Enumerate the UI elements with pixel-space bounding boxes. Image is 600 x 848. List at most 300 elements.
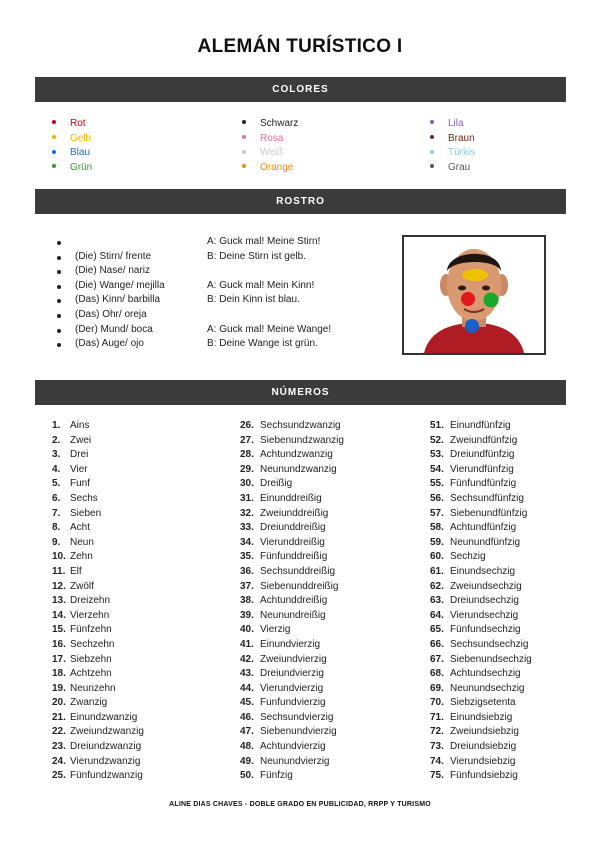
number-item	[430, 755, 532, 770]
color-item	[430, 161, 475, 176]
number-item	[430, 623, 532, 638]
color-label: Rosa	[260, 132, 284, 144]
number-word: Fünfundzwanzig	[70, 770, 143, 782]
number-digit: 25.	[52, 770, 66, 782]
color-item	[430, 117, 475, 132]
number-digit: 69.	[430, 682, 444, 694]
number-word: Sieben	[70, 507, 102, 519]
number-item	[240, 434, 344, 449]
number-item	[52, 448, 144, 463]
page-title: ALEMÁN TURÍSTICO I	[197, 36, 403, 57]
right-cheek-marker	[484, 293, 499, 308]
number-item	[52, 492, 144, 507]
number-item	[52, 521, 144, 536]
number-digit: 52.	[430, 434, 444, 446]
bullet-icon	[242, 120, 246, 124]
number-word: Fünfundsechzig	[450, 624, 521, 636]
number-digit: 31.	[240, 492, 254, 504]
numbers-column-3	[430, 419, 532, 784]
number-item	[430, 477, 532, 492]
numbers-column-2	[240, 419, 344, 784]
number-item	[430, 550, 532, 565]
number-digit: 35.	[240, 551, 254, 563]
number-digit: 38.	[240, 595, 254, 607]
number-word: Neun	[70, 536, 94, 548]
example-phrase: A: Guck mal! Meine Stirn!	[207, 236, 321, 247]
number-word: Neunundfünfzig	[450, 536, 521, 548]
color-label: Schwarz	[260, 118, 299, 129]
list-item	[57, 250, 387, 265]
number-digit: 39.	[240, 609, 254, 621]
chin-marker	[465, 319, 479, 333]
number-item	[240, 565, 344, 580]
number-item	[240, 725, 344, 740]
number-word: Einundzwanzig	[70, 711, 138, 723]
number-word: Neunundsechzig	[450, 682, 525, 694]
color-label: Grau	[448, 161, 471, 173]
number-word: Zweiundvierzig	[260, 653, 327, 665]
number-item	[52, 638, 144, 653]
number-item	[52, 580, 144, 595]
number-item	[430, 492, 532, 507]
number-item	[240, 623, 344, 638]
bullet-icon	[57, 314, 61, 318]
bullet-icon	[57, 285, 61, 289]
number-digit: 27.	[240, 434, 254, 446]
number-digit: 10.	[52, 551, 66, 563]
number-digit: 9.	[52, 536, 61, 548]
number-word: Zweiundzwanzig	[70, 726, 144, 738]
number-word: Funf	[70, 478, 91, 490]
section-header-numeros: NÚMEROS	[35, 380, 566, 405]
number-digit: 50.	[240, 770, 254, 782]
number-word: Fünfunddreißig	[260, 551, 328, 563]
number-word: Zweiundsechzig	[450, 580, 522, 592]
right-eye	[482, 286, 490, 291]
number-digit: 15.	[52, 624, 66, 636]
forehead-marker	[462, 269, 488, 281]
color-item	[242, 117, 298, 132]
number-word: Vierundzwanzig	[70, 755, 141, 767]
bullet-icon	[57, 241, 61, 245]
number-word: Fünfzehn	[70, 624, 112, 636]
number-digit: 47.	[240, 726, 254, 738]
number-word: Ains	[70, 420, 90, 431]
bullet-icon	[57, 256, 61, 260]
color-label: Gelb	[70, 132, 92, 144]
number-word: Einundvierzig	[260, 638, 321, 650]
color-item	[242, 146, 298, 161]
number-item	[240, 609, 344, 624]
number-word: Achtzehn	[70, 668, 112, 680]
list-item	[57, 308, 387, 323]
number-digit: 49.	[240, 755, 254, 767]
number-digit: 43.	[240, 668, 254, 680]
number-word: Dreiundzwanzig	[70, 741, 142, 753]
number-item	[240, 507, 344, 522]
face-part: (Der) Mund/ boca	[75, 323, 153, 335]
list-item	[57, 264, 387, 279]
number-digit: 14.	[52, 609, 66, 621]
example-phrase: B: Dein Kinn ist blau.	[207, 294, 300, 306]
bullet-icon	[52, 150, 56, 154]
number-digit: 41.	[240, 638, 254, 650]
number-item	[52, 507, 144, 522]
color-label: Weiß	[260, 147, 284, 159]
bullet-icon	[242, 164, 246, 168]
numbers-column-1	[52, 419, 144, 784]
number-digit: 68.	[430, 668, 444, 680]
number-item	[430, 609, 532, 624]
number-digit: 28.	[240, 449, 254, 461]
number-item	[430, 711, 532, 726]
number-item	[240, 740, 344, 755]
number-digit: 20.	[52, 697, 66, 709]
number-word: Vierundvierzig	[260, 682, 324, 694]
example-phrase: B: Deine Stirn ist gelb.	[207, 250, 306, 262]
number-word: Dreiundfünfzig	[450, 449, 515, 461]
bullet-icon	[430, 135, 434, 139]
number-digit: 26.	[240, 420, 254, 431]
number-word: Achtundsechzig	[450, 668, 521, 680]
colors-column-3	[430, 117, 475, 175]
colors-list	[52, 117, 552, 177]
number-item	[430, 696, 532, 711]
number-item	[52, 725, 144, 740]
color-label: Lila	[448, 118, 464, 129]
number-word: Vierzig	[260, 624, 291, 636]
number-digit: 30.	[240, 478, 254, 490]
number-word: Achtunddreißig	[260, 595, 328, 607]
number-word: Fünfzig	[260, 770, 293, 782]
number-word: Neunundreißig	[260, 609, 326, 621]
color-label: Orange	[260, 161, 294, 173]
bullet-icon	[57, 270, 61, 274]
bullet-icon	[57, 299, 61, 303]
number-digit: 4.	[52, 463, 61, 475]
number-item	[52, 594, 144, 609]
number-item	[240, 536, 344, 551]
number-digit: 62.	[430, 580, 444, 592]
number-item	[52, 740, 144, 755]
number-item	[52, 769, 144, 784]
number-item	[52, 536, 144, 551]
number-digit: 44.	[240, 682, 254, 694]
number-item	[240, 653, 344, 668]
number-word: Dreißig	[260, 478, 293, 490]
number-word: Sechsundfünfzig	[450, 492, 524, 504]
color-item	[52, 161, 92, 176]
number-word: Vierundsechzig	[450, 609, 519, 621]
number-digit: 63.	[430, 595, 444, 607]
number-word: Neunzehn	[70, 682, 116, 694]
number-item	[240, 580, 344, 595]
number-digit: 57.	[430, 507, 444, 519]
number-digit: 61.	[430, 565, 444, 577]
number-digit: 21.	[52, 711, 66, 723]
number-item	[52, 711, 144, 726]
number-digit: 32.	[240, 507, 254, 519]
number-word: Einundsechzig	[450, 565, 516, 577]
number-item	[240, 521, 344, 536]
face-illustration	[404, 237, 544, 353]
number-item	[240, 696, 344, 711]
number-item	[240, 769, 344, 784]
number-word: Zwanzig	[70, 697, 108, 709]
number-word: Einundfünfzig	[450, 420, 511, 431]
bullet-icon	[242, 150, 246, 154]
number-item	[52, 477, 144, 492]
bullet-icon	[57, 343, 61, 347]
number-word: Einundsiebzig	[450, 711, 513, 723]
number-word: Acht	[70, 522, 91, 534]
number-digit: 18.	[52, 668, 66, 680]
number-word: Vierundsiebzig	[450, 755, 516, 767]
number-digit: 42.	[240, 653, 254, 665]
number-word: Siebenundfünfzig	[450, 507, 528, 519]
number-item	[52, 667, 144, 682]
bullet-icon	[242, 135, 246, 139]
number-word: Vier	[70, 463, 88, 475]
number-item	[430, 434, 532, 449]
bullet-icon	[52, 164, 56, 168]
number-word: Sechsundzwanzig	[260, 420, 341, 431]
list-item	[57, 235, 387, 250]
color-label: Rot	[70, 118, 86, 129]
number-item	[430, 740, 532, 755]
number-item	[52, 550, 144, 565]
number-word: Siebenundzwanzig	[260, 434, 344, 446]
number-word: Einunddreißig	[260, 492, 322, 504]
number-item	[240, 492, 344, 507]
number-word: Elf	[70, 565, 82, 577]
number-word: Fünfundsiebzig	[450, 770, 518, 782]
colors-column-1	[52, 117, 92, 175]
number-item	[240, 419, 344, 434]
bullet-icon	[430, 150, 434, 154]
colors-column-2	[242, 117, 298, 175]
number-item	[430, 448, 532, 463]
number-item	[52, 609, 144, 624]
number-digit: 66.	[430, 638, 444, 650]
number-word: Zweiundsiebzig	[450, 726, 519, 738]
example-phrase: B: Deine Wange ist grün.	[207, 338, 318, 350]
number-digit: 29.	[240, 463, 254, 475]
number-digit: 75.	[430, 770, 444, 782]
bullet-icon	[52, 120, 56, 124]
number-word: Dreiundvierzig	[260, 668, 324, 680]
left-eye	[458, 286, 466, 291]
number-word: Dreiundsiebzig	[450, 741, 517, 753]
number-item	[240, 755, 344, 770]
example-phrase: A: Guck mal! Mein Kinn!	[207, 279, 315, 291]
number-item	[430, 536, 532, 551]
number-word: Funfundvierzig	[260, 697, 326, 709]
face-part: (Das) Ohr/ oreja	[75, 308, 147, 320]
number-word: Achtundvierzig	[260, 741, 326, 753]
color-item	[242, 132, 298, 147]
number-word: Dreizehn	[70, 595, 111, 607]
number-item	[240, 448, 344, 463]
example-phrase: A: Guck mal! Meine Wange!	[207, 323, 332, 335]
number-word: Dreiunddreißig	[260, 522, 326, 534]
number-item	[52, 463, 144, 478]
number-digit: 7.	[52, 507, 61, 519]
number-digit: 36.	[240, 565, 254, 577]
number-item	[430, 682, 532, 697]
number-digit: 40.	[240, 624, 254, 636]
number-digit: 24.	[52, 755, 66, 767]
list-item	[57, 293, 387, 308]
number-word: Zwölf	[70, 580, 94, 592]
face-part: (Die) Nase/ nariz	[75, 265, 151, 277]
list-item	[57, 323, 387, 338]
face-part: (Die) Stirn/ frente	[75, 250, 152, 262]
number-item	[52, 623, 144, 638]
number-digit: 19.	[52, 682, 66, 694]
number-item	[430, 565, 532, 580]
number-item	[240, 682, 344, 697]
number-item	[52, 565, 144, 580]
number-word: Vierundfünfzig	[450, 463, 514, 475]
number-digit: 72.	[430, 726, 444, 738]
number-digit: 56.	[430, 492, 444, 504]
list-item	[57, 337, 387, 352]
number-word: Zehn	[70, 551, 93, 563]
number-item	[52, 682, 144, 697]
number-item	[240, 594, 344, 609]
number-word: Sechzehn	[70, 638, 115, 650]
number-word: Neunundzwanzig	[260, 463, 337, 475]
section-header-rostro: ROSTRO	[35, 189, 566, 214]
number-word: Zweiunddreißig	[260, 507, 329, 519]
number-digit: 2.	[52, 434, 61, 446]
number-word: Sechzig	[450, 551, 486, 563]
face-part: (Das) Kinn/ barbilla	[75, 294, 161, 306]
number-digit: 13.	[52, 595, 66, 607]
color-item	[430, 146, 475, 161]
number-item	[430, 463, 532, 478]
number-digit: 67.	[430, 653, 444, 665]
number-digit: 64.	[430, 609, 444, 621]
number-word: Drei	[70, 449, 89, 461]
number-item	[430, 521, 532, 536]
number-digit: 55.	[430, 478, 444, 490]
number-word: Achtundfünfzig	[450, 522, 517, 534]
color-label: Blau	[70, 147, 91, 159]
number-item	[240, 711, 344, 726]
number-word: Neunundvierzig	[260, 755, 330, 767]
number-word: Sechsundvierzig	[260, 711, 334, 723]
number-digit: 22.	[52, 726, 66, 738]
number-item	[52, 653, 144, 668]
number-digit: 73.	[430, 741, 444, 753]
number-digit: 54.	[430, 463, 444, 475]
number-digit: 34.	[240, 536, 254, 548]
number-item	[430, 594, 532, 609]
number-digit: 8.	[52, 522, 61, 534]
face-part: (Die) Wange/ mejilla	[75, 279, 165, 291]
number-digit: 16.	[52, 638, 66, 650]
number-item	[52, 696, 144, 711]
number-digit: 46.	[240, 711, 254, 723]
color-item	[52, 146, 92, 161]
number-digit: 74.	[430, 755, 444, 767]
number-digit: 65.	[430, 624, 444, 636]
number-digit: 12.	[52, 580, 66, 592]
number-word: Siebzehn	[70, 653, 112, 665]
number-word: Zweiundfünfzig	[450, 434, 518, 446]
bullet-icon	[57, 329, 61, 333]
color-item	[242, 161, 298, 176]
number-word: Siebzigsetenta	[450, 697, 516, 709]
color-label: Türkis	[448, 147, 476, 159]
number-item	[430, 725, 532, 740]
number-digit: 58.	[430, 522, 444, 534]
number-word: Sechsunddreißig	[260, 565, 336, 577]
footer-credit: ALINE DIAS CHAVES - DOBLE GRADO EN PUBLICIDAD, RRPP Y TURISMO	[169, 801, 431, 808]
number-digit: 3.	[52, 449, 61, 461]
number-item	[240, 667, 344, 682]
number-item	[430, 667, 532, 682]
number-item	[430, 653, 532, 668]
number-item	[52, 419, 144, 434]
list-item	[57, 279, 387, 294]
section-header-colores: COLORES	[35, 77, 566, 102]
number-item	[240, 477, 344, 492]
left-cheek-marker	[461, 292, 475, 306]
number-word: Zwei	[70, 434, 92, 446]
number-item	[430, 419, 532, 434]
number-item	[240, 550, 344, 565]
number-digit: 70.	[430, 697, 444, 709]
number-word: Siebenundsechzig	[450, 653, 532, 665]
color-item	[52, 117, 92, 132]
number-item	[240, 463, 344, 478]
number-word: Siebenunddreißig	[260, 580, 339, 592]
number-digit: 71.	[430, 711, 444, 723]
number-digit: 17.	[52, 653, 66, 665]
color-label: Grün	[70, 161, 93, 173]
number-digit: 45.	[240, 697, 254, 709]
number-word: Dreiundsechzig	[450, 595, 519, 607]
number-word: Sechsundsechzig	[450, 638, 529, 650]
bullet-icon	[430, 164, 434, 168]
number-digit: 59.	[430, 536, 444, 548]
number-item	[430, 769, 532, 784]
number-word: Fünfundfünfzig	[450, 478, 517, 490]
bullet-icon	[52, 135, 56, 139]
number-item	[430, 638, 532, 653]
face-vocabulary-list	[57, 235, 387, 352]
number-word: Vierzehn	[70, 609, 110, 621]
number-digit: 11.	[52, 565, 66, 577]
number-digit: 51.	[430, 420, 444, 431]
number-word: Achtundzwanzig	[260, 449, 333, 461]
face-photo	[402, 235, 546, 355]
bullet-icon	[430, 120, 434, 124]
number-digit: 33.	[240, 522, 254, 534]
number-item	[52, 434, 144, 449]
number-digit: 53.	[430, 449, 444, 461]
color-item	[430, 132, 475, 147]
number-item	[240, 638, 344, 653]
color-label: Braun	[448, 132, 475, 144]
number-word: Vierunddreißig	[260, 536, 325, 548]
number-item	[430, 580, 532, 595]
number-item	[430, 507, 532, 522]
number-digit: 37.	[240, 580, 254, 592]
